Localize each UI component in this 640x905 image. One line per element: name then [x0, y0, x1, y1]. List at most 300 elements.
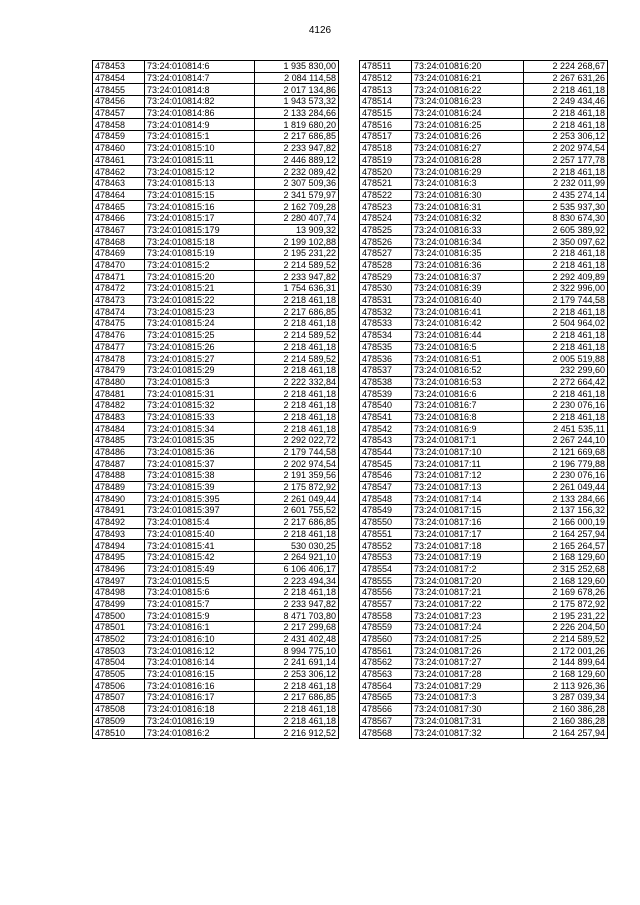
record-number-cell: 478474 — [93, 306, 145, 318]
value-cell: 2 322 996,00 — [524, 283, 608, 295]
cadastral-number-cell: 73:24:010814:86 — [145, 107, 255, 119]
record-number-cell: 478499 — [93, 598, 145, 610]
cadastral-number-cell: 73:24:010816:39 — [412, 283, 524, 295]
cadastral-number-cell: 73:24:010815:2 — [145, 259, 255, 271]
value-cell: 2 218 461,18 — [524, 388, 608, 400]
record-number-cell: 478479 — [93, 364, 145, 376]
table-row — [93, 259, 339, 271]
table-row — [360, 364, 608, 376]
table-row — [93, 283, 339, 295]
cadastral-number-cell: 73:24:010815:40 — [145, 528, 255, 540]
cadastral-number-cell: 73:24:010816:16 — [145, 680, 255, 692]
value-cell: 2 218 461,18 — [255, 364, 339, 376]
value-cell: 2 133 284,66 — [255, 107, 339, 119]
record-number-cell: 478528 — [360, 259, 412, 271]
value-cell: 1 819 680,20 — [255, 119, 339, 131]
value-cell: 2 601 755,52 — [255, 505, 339, 517]
value-cell: 2 232 011,99 — [524, 177, 608, 189]
table-row — [93, 435, 339, 447]
record-number-cell: 478507 — [93, 692, 145, 704]
cadastral-number-cell: 73:24:010815:24 — [145, 318, 255, 330]
cadastral-number-cell: 73:24:010817:29 — [412, 680, 524, 692]
value-cell: 2 451 535,11 — [524, 423, 608, 435]
value-cell: 2 121 669,68 — [524, 446, 608, 458]
value-cell: 2 257 177,78 — [524, 154, 608, 166]
table-row — [93, 563, 339, 575]
value-cell: 2 267 631,26 — [524, 72, 608, 84]
cadastral-number-cell: 73:24:010817:10 — [412, 446, 524, 458]
table-row — [360, 96, 608, 108]
record-number-cell: 478567 — [360, 715, 412, 727]
record-number-cell: 478498 — [93, 586, 145, 598]
record-number-cell: 478453 — [93, 61, 145, 73]
table-row — [360, 376, 608, 388]
table-row — [93, 703, 339, 715]
table-row — [93, 61, 339, 73]
value-cell: 2 162 709,28 — [255, 201, 339, 213]
cadastral-number-cell: 73:24:010816:27 — [412, 142, 524, 154]
table-row — [360, 248, 608, 260]
record-number-cell: 478489 — [93, 481, 145, 493]
table-row — [360, 259, 608, 271]
cadastral-number-cell: 73:24:010817:28 — [412, 668, 524, 680]
table-row — [360, 551, 608, 563]
cadastral-number-cell: 73:24:010815:39 — [145, 481, 255, 493]
value-cell: 2 168 129,60 — [524, 551, 608, 563]
value-cell: 530 030,25 — [255, 540, 339, 552]
table-row — [93, 341, 339, 353]
value-cell: 2 218 461,18 — [524, 329, 608, 341]
cadastral-number-cell: 73:24:010816:44 — [412, 329, 524, 341]
cadastral-number-cell: 73:24:010814:6 — [145, 61, 255, 73]
cadastral-number-cell: 73:24:010816:15 — [145, 668, 255, 680]
table-row — [360, 505, 608, 517]
table-row — [93, 154, 339, 166]
cadastral-number-cell: 73:24:010816:6 — [412, 388, 524, 400]
cadastral-number-cell: 73:24:010816:23 — [412, 96, 524, 108]
record-number-cell: 478531 — [360, 294, 412, 306]
table-row — [360, 388, 608, 400]
table-row — [360, 119, 608, 131]
record-number-cell: 478527 — [360, 248, 412, 260]
record-number-cell: 478564 — [360, 680, 412, 692]
table-row — [360, 493, 608, 505]
record-number-cell: 478505 — [93, 668, 145, 680]
cadastral-number-cell: 73:24:010815:20 — [145, 271, 255, 283]
value-cell: 2 214 589,52 — [524, 633, 608, 645]
cadastral-number-cell: 73:24:010816:37 — [412, 271, 524, 283]
cadastral-number-cell: 73:24:010815:10 — [145, 142, 255, 154]
cadastral-number-cell: 73:24:010815:23 — [145, 306, 255, 318]
value-cell: 2 233 947,82 — [255, 598, 339, 610]
value-cell: 2 261 049,44 — [524, 481, 608, 493]
table-row — [360, 481, 608, 493]
record-number-cell: 478534 — [360, 329, 412, 341]
table-row — [360, 411, 608, 423]
table-row — [93, 236, 339, 248]
value-cell: 2 217 686,85 — [255, 306, 339, 318]
value-cell: 2 217 686,85 — [255, 692, 339, 704]
table-row — [93, 680, 339, 692]
table-row — [360, 306, 608, 318]
record-number-cell: 478550 — [360, 516, 412, 528]
record-number-cell: 478523 — [360, 201, 412, 213]
cadastral-number-cell: 73:24:010817:31 — [412, 715, 524, 727]
table-row — [360, 622, 608, 634]
cadastral-number-cell: 73:24:010815:32 — [145, 399, 255, 411]
record-number-cell: 478493 — [93, 528, 145, 540]
record-number-cell: 478532 — [360, 306, 412, 318]
cadastral-number-cell: 73:24:010816:9 — [412, 423, 524, 435]
record-number-cell: 478476 — [93, 329, 145, 341]
value-cell: 2 218 461,18 — [524, 84, 608, 96]
record-number-cell: 478565 — [360, 692, 412, 704]
value-cell: 2 230 076,16 — [524, 399, 608, 411]
record-number-cell: 478540 — [360, 399, 412, 411]
table-row — [93, 481, 339, 493]
cadastral-number-cell: 73:24:010815:18 — [145, 236, 255, 248]
value-cell: 2 226 204,50 — [524, 622, 608, 634]
table-row — [360, 633, 608, 645]
value-cell: 232 299,60 — [524, 364, 608, 376]
record-number-cell: 478495 — [93, 551, 145, 563]
record-number-cell: 478466 — [93, 212, 145, 224]
table-row — [360, 212, 608, 224]
record-number-cell: 478522 — [360, 189, 412, 201]
record-number-cell: 478559 — [360, 622, 412, 634]
record-number-cell: 478480 — [93, 376, 145, 388]
table-row — [360, 84, 608, 96]
value-cell: 2 172 001,26 — [524, 645, 608, 657]
cadastral-number-cell: 73:24:010817:26 — [412, 645, 524, 657]
table-row — [93, 72, 339, 84]
cadastral-number-cell: 73:24:010817:24 — [412, 622, 524, 634]
value-cell: 2 166 000,19 — [524, 516, 608, 528]
record-number-cell: 478454 — [93, 72, 145, 84]
record-number-cell: 478558 — [360, 610, 412, 622]
value-cell: 2 253 306,12 — [255, 668, 339, 680]
cadastral-number-cell: 73:24:010817:17 — [412, 528, 524, 540]
record-number-cell: 478561 — [360, 645, 412, 657]
cadastral-number-cell: 73:24:010816:26 — [412, 131, 524, 143]
table-row — [93, 166, 339, 178]
cadastral-number-cell: 73:24:010815:33 — [145, 411, 255, 423]
value-cell: 8 471 703,80 — [255, 610, 339, 622]
record-number-cell: 478552 — [360, 540, 412, 552]
value-cell: 2 218 461,18 — [255, 411, 339, 423]
record-number-cell: 478482 — [93, 399, 145, 411]
value-cell: 2 341 579,97 — [255, 189, 339, 201]
value-cell: 2 202 974,54 — [524, 142, 608, 154]
value-cell: 2 144 899,64 — [524, 657, 608, 669]
cadastral-number-cell: 73:24:010816:14 — [145, 657, 255, 669]
record-number-cell: 478465 — [93, 201, 145, 213]
table-row — [93, 598, 339, 610]
table-row — [93, 458, 339, 470]
table-row — [360, 271, 608, 283]
value-cell: 2 264 921,10 — [255, 551, 339, 563]
cadastral-number-cell: 73:24:010814:82 — [145, 96, 255, 108]
record-number-cell: 478535 — [360, 341, 412, 353]
value-cell: 2 267 244,10 — [524, 435, 608, 447]
cadastral-number-cell: 73:24:010814:9 — [145, 119, 255, 131]
value-cell: 2 241 691,14 — [255, 657, 339, 669]
cadastral-number-cell: 73:24:010815:13 — [145, 177, 255, 189]
record-number-cell: 478509 — [93, 715, 145, 727]
table-row — [93, 96, 339, 108]
cadastral-number-cell: 73:24:010815:29 — [145, 364, 255, 376]
table-row — [360, 470, 608, 482]
cadastral-number-cell: 73:24:010815:42 — [145, 551, 255, 563]
cadastral-number-cell: 73:24:010815:31 — [145, 388, 255, 400]
record-number-cell: 478506 — [93, 680, 145, 692]
record-number-cell: 478461 — [93, 154, 145, 166]
value-cell: 2 195 231,22 — [524, 610, 608, 622]
table-row — [360, 283, 608, 295]
cadastral-number-cell: 73:24:010815:22 — [145, 294, 255, 306]
cadastral-number-cell: 73:24:010817:23 — [412, 610, 524, 622]
record-number-cell: 478485 — [93, 435, 145, 447]
table-row — [360, 516, 608, 528]
cadastral-number-cell: 73:24:010816:33 — [412, 224, 524, 236]
cadastral-number-cell: 73:24:010816:8 — [412, 411, 524, 423]
value-cell: 3 287 039,34 — [524, 692, 608, 704]
cadastral-number-cell: 73:24:010814:8 — [145, 84, 255, 96]
table-row — [93, 540, 339, 552]
record-number-cell: 478521 — [360, 177, 412, 189]
page-number: 4126 — [308, 25, 332, 36]
value-cell: 2 222 332,84 — [255, 376, 339, 388]
cadastral-number-cell: 73:24:010817:18 — [412, 540, 524, 552]
cadastral-number-cell: 73:24:010817:14 — [412, 493, 524, 505]
record-number-cell: 478460 — [93, 142, 145, 154]
table-row — [93, 318, 339, 330]
value-cell: 8 830 674,30 — [524, 212, 608, 224]
record-number-cell: 478511 — [360, 61, 412, 73]
value-cell: 2 191 359,56 — [255, 470, 339, 482]
cadastral-number-cell: 73:24:010817:21 — [412, 586, 524, 598]
value-cell: 2 214 589,52 — [255, 329, 339, 341]
cadastral-number-cell: 73:24:010816:21 — [412, 72, 524, 84]
cadastral-number-cell: 73:24:010817:20 — [412, 575, 524, 587]
record-number-cell: 478520 — [360, 166, 412, 178]
value-cell: 2 168 129,60 — [524, 575, 608, 587]
table-row — [93, 645, 339, 657]
value-cell: 2 017 134,86 — [255, 84, 339, 96]
record-number-cell: 478472 — [93, 283, 145, 295]
cadastral-number-cell: 73:24:010817:19 — [412, 551, 524, 563]
record-number-cell: 478486 — [93, 446, 145, 458]
value-cell: 2 169 678,26 — [524, 586, 608, 598]
value-cell: 2 350 097,62 — [524, 236, 608, 248]
record-number-cell: 478546 — [360, 470, 412, 482]
value-cell: 2 218 461,18 — [524, 259, 608, 271]
record-number-cell: 478483 — [93, 411, 145, 423]
table-row — [93, 528, 339, 540]
table-row — [93, 271, 339, 283]
record-number-cell: 478566 — [360, 703, 412, 715]
table-row — [93, 107, 339, 119]
table-row — [93, 610, 339, 622]
value-cell: 2 217 686,85 — [255, 131, 339, 143]
record-number-cell: 478512 — [360, 72, 412, 84]
value-cell: 2 160 386,28 — [524, 703, 608, 715]
table-row — [360, 645, 608, 657]
cadastral-number-cell: 73:24:010816:19 — [145, 715, 255, 727]
record-number-cell: 478467 — [93, 224, 145, 236]
value-cell: 2 435 274,14 — [524, 189, 608, 201]
table-row — [93, 212, 339, 224]
value-cell: 2 195 231,22 — [255, 248, 339, 260]
record-number-cell: 478469 — [93, 248, 145, 260]
cadastral-number-cell: 73:24:010817:15 — [412, 505, 524, 517]
table-row — [360, 598, 608, 610]
record-number-cell: 478533 — [360, 318, 412, 330]
record-number-cell: 478544 — [360, 446, 412, 458]
table-row — [93, 516, 339, 528]
value-cell: 2 175 872,92 — [255, 481, 339, 493]
table-row — [93, 388, 339, 400]
record-number-cell: 478551 — [360, 528, 412, 540]
record-number-cell: 478568 — [360, 727, 412, 739]
cadastral-number-cell: 73:24:010814:7 — [145, 72, 255, 84]
table-row — [93, 692, 339, 704]
table-row — [360, 236, 608, 248]
table-row — [93, 294, 339, 306]
table-row — [360, 189, 608, 201]
cadastral-number-cell: 73:24:010817:25 — [412, 633, 524, 645]
record-number-cell: 478542 — [360, 423, 412, 435]
table-row — [360, 154, 608, 166]
table-row — [360, 353, 608, 365]
table-row — [360, 294, 608, 306]
table-row — [93, 177, 339, 189]
table-row — [93, 201, 339, 213]
value-cell: 8 994 775,10 — [255, 645, 339, 657]
table-row — [360, 224, 608, 236]
record-number-cell: 478515 — [360, 107, 412, 119]
cadastral-number-cell: 73:24:010816:17 — [145, 692, 255, 704]
value-cell: 2 233 947,82 — [255, 142, 339, 154]
cadastral-number-cell: 73:24:010816:40 — [412, 294, 524, 306]
value-cell: 2 261 049,44 — [255, 493, 339, 505]
table-row — [93, 727, 339, 739]
record-number-cell: 478487 — [93, 458, 145, 470]
cadastral-number-cell: 73:24:010815:17 — [145, 212, 255, 224]
cadastral-number-cell: 73:24:010817:22 — [412, 598, 524, 610]
value-cell: 2 218 461,18 — [524, 306, 608, 318]
record-number-cell: 478488 — [93, 470, 145, 482]
cadastral-number-cell: 73:24:010816:22 — [412, 84, 524, 96]
value-cell: 13 909,32 — [255, 224, 339, 236]
record-number-cell: 478556 — [360, 586, 412, 598]
cadastral-number-cell: 73:24:010816:36 — [412, 259, 524, 271]
value-cell: 2 137 156,32 — [524, 505, 608, 517]
value-cell: 2 164 257,94 — [524, 727, 608, 739]
table-row — [360, 458, 608, 470]
record-number-cell: 478496 — [93, 563, 145, 575]
value-cell: 2 218 461,18 — [255, 294, 339, 306]
value-cell: 2 179 744,58 — [524, 294, 608, 306]
table-row — [93, 633, 339, 645]
cadastral-number-cell: 73:24:010815:3 — [145, 376, 255, 388]
cadastral-number-cell: 73:24:010816:53 — [412, 376, 524, 388]
table-row — [93, 364, 339, 376]
record-number-cell: 478555 — [360, 575, 412, 587]
cadastral-number-cell: 73:24:010815:19 — [145, 248, 255, 260]
table-row — [93, 353, 339, 365]
record-number-cell: 478549 — [360, 505, 412, 517]
table-row — [360, 166, 608, 178]
record-number-cell: 478497 — [93, 575, 145, 587]
record-number-cell: 478468 — [93, 236, 145, 248]
record-number-cell: 478462 — [93, 166, 145, 178]
value-cell: 2 218 461,18 — [524, 166, 608, 178]
value-cell: 2 292 022,72 — [255, 435, 339, 447]
record-number-cell: 478470 — [93, 259, 145, 271]
record-number-cell: 478510 — [93, 727, 145, 739]
record-number-cell: 478477 — [93, 341, 145, 353]
record-number-cell: 478536 — [360, 353, 412, 365]
record-number-cell: 478473 — [93, 294, 145, 306]
register-table-left — [92, 60, 339, 739]
cadastral-number-cell: 73:24:010815:1 — [145, 131, 255, 143]
record-number-cell: 478518 — [360, 142, 412, 154]
value-cell: 2 446 889,12 — [255, 154, 339, 166]
table-row — [93, 248, 339, 260]
table-row — [360, 727, 608, 739]
record-number-cell: 478519 — [360, 154, 412, 166]
value-cell: 2 272 664,42 — [524, 376, 608, 388]
table-row — [93, 586, 339, 598]
record-number-cell: 478504 — [93, 657, 145, 669]
cadastral-number-cell: 73:24:010817:3 — [412, 692, 524, 704]
value-cell: 2 535 937,30 — [524, 201, 608, 213]
record-number-cell: 478459 — [93, 131, 145, 143]
table-row — [360, 575, 608, 587]
table-row — [360, 692, 608, 704]
table-row — [360, 435, 608, 447]
table-row — [93, 411, 339, 423]
table-row — [93, 142, 339, 154]
cadastral-number-cell: 73:24:010817:2 — [412, 563, 524, 575]
value-cell: 2 217 686,85 — [255, 516, 339, 528]
table-row — [360, 715, 608, 727]
table-row — [93, 668, 339, 680]
value-cell: 2 223 494,34 — [255, 575, 339, 587]
value-cell: 2 249 434,46 — [524, 96, 608, 108]
record-number-cell: 478490 — [93, 493, 145, 505]
cadastral-number-cell: 73:24:010816:51 — [412, 353, 524, 365]
record-number-cell: 478557 — [360, 598, 412, 610]
value-cell: 2 214 589,52 — [255, 353, 339, 365]
cadastral-number-cell: 73:24:010816:32 — [412, 212, 524, 224]
record-number-cell: 478471 — [93, 271, 145, 283]
cadastral-number-cell: 73:24:010815:9 — [145, 610, 255, 622]
cadastral-number-cell: 73:24:010815:5 — [145, 575, 255, 587]
cadastral-number-cell: 73:24:010815:49 — [145, 563, 255, 575]
value-cell: 2 280 407,74 — [255, 212, 339, 224]
cadastral-number-cell: 73:24:010815:12 — [145, 166, 255, 178]
record-number-cell: 478543 — [360, 435, 412, 447]
record-number-cell: 478541 — [360, 411, 412, 423]
record-number-cell: 478562 — [360, 657, 412, 669]
value-cell: 2 084 114,58 — [255, 72, 339, 84]
value-cell: 2 168 129,60 — [524, 668, 608, 680]
cadastral-number-cell: 73:24:010816:5 — [412, 341, 524, 353]
cadastral-number-cell: 73:24:010815:15 — [145, 189, 255, 201]
record-number-cell: 478538 — [360, 376, 412, 388]
